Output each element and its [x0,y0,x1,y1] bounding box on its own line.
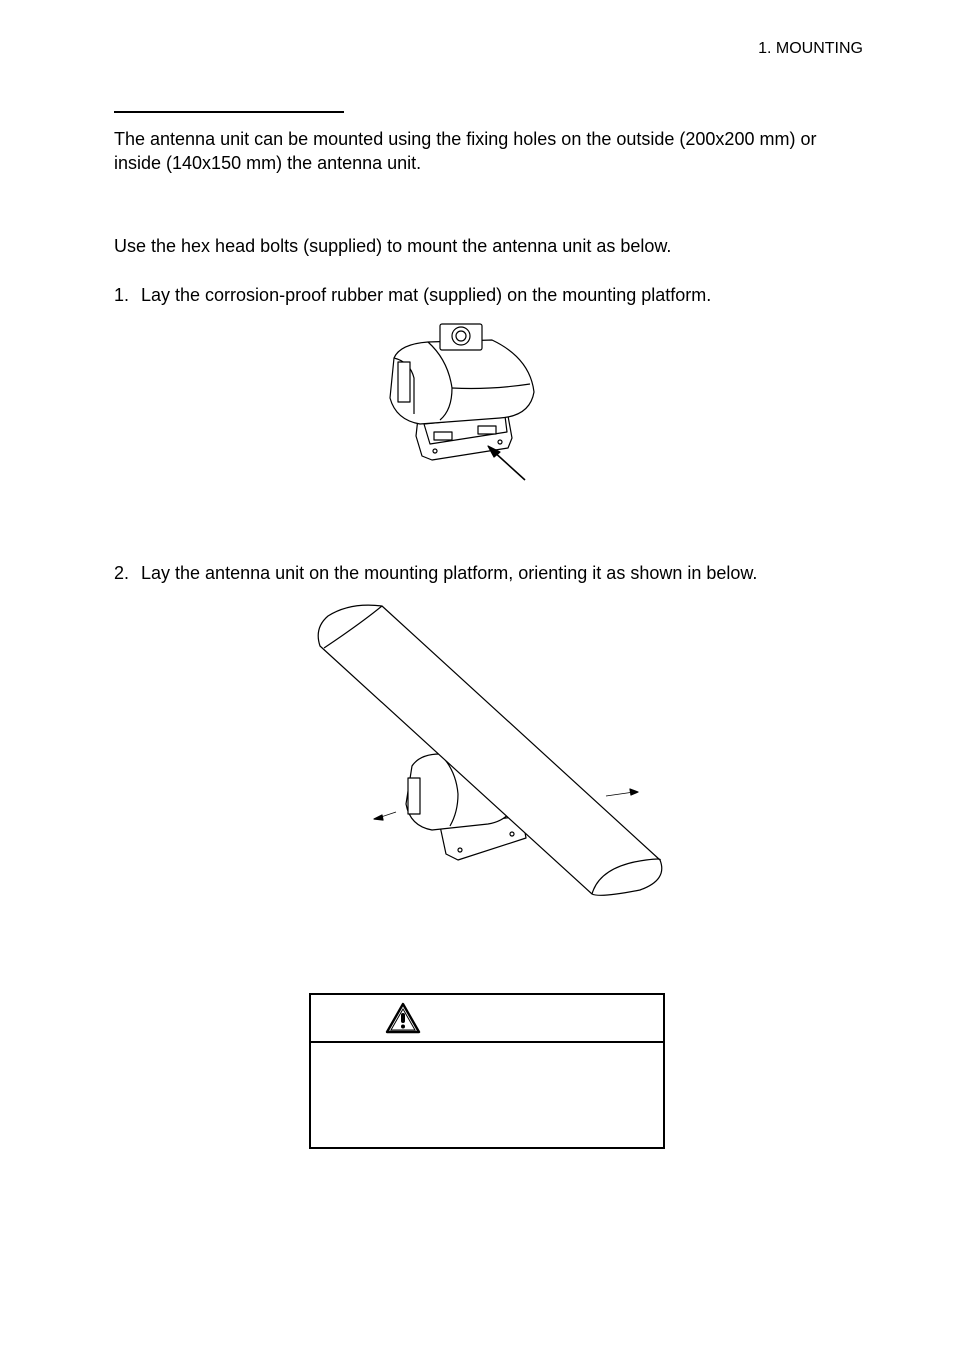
intro-paragraph: The antenna unit can be mounted using the fixing holes on the outside (200x200 mm) or inside (140x150 mm) the antenna unit. [114,129,817,173]
page-section-header: 1. MOUNTING [758,40,863,57]
bolts-paragraph: Use the hex head bolts (supplied) to mount the antenna unit as below. [114,236,672,256]
step-2 [114,561,757,585]
step-1 [114,283,711,307]
step-number: 1. [114,285,130,305]
heading-underline [114,111,344,113]
warning-triangle-icon [384,1001,422,1035]
step-text: Lay the corrosion-proof rubber mat (supplied) on the mounting platform. [141,285,712,305]
antenna-orientation-illustration [300,598,680,908]
step-text: Lay the antenna unit on the mounting platform, orienting it as shown in below. [141,563,758,583]
rubber-mat-illustration [380,318,550,488]
warning-box [309,993,665,1149]
step-number: 2. [114,563,130,583]
warning-header [311,995,663,1043]
